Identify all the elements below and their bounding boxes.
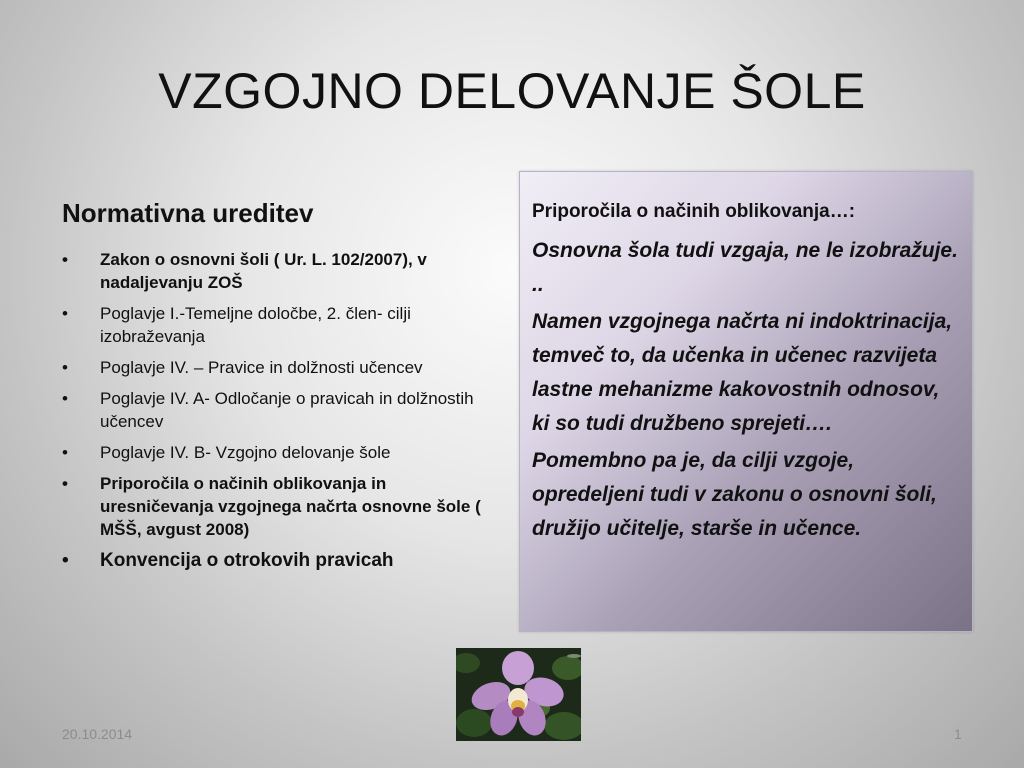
recommendation-box [519,171,973,632]
bullet-item [62,387,502,433]
bullet-text: Poglavje I.-Temeljne določbe, 2. člen- cilji izobraževanja [100,304,411,346]
bullet-text: Poglavje IV. – Pravice in dolžnosti učencev [100,358,423,377]
slide-number: 1 [954,726,962,742]
box-paragraph: Namen vzgojnega načrta ni indoktrinacija, temveč to, da učenka in učenec razvijeta lastne mehanizme kakovostnih odnosov, ki so tudi družbeno sprejeti…. [532,310,953,435]
bullet-text: Poglavje IV. B- Vzgojno delovanje šole [100,443,391,462]
bullet-item [62,472,502,541]
bullet-dot: • [62,304,68,323]
bullet-list [62,248,502,580]
bullet-item [62,549,502,572]
bullet-text: Zakon o osnovni šoli ( Ur. L. 102/2007), v nadaljevanju ZOŠ [100,250,427,292]
bullet-dot: • [62,358,68,377]
bullet-item [62,302,502,348]
bullet-item [62,441,502,464]
bullet-text: Konvencija o otrokovih pravicah [100,550,394,571]
bullet-dot: • [62,389,68,408]
orchid-photo [456,648,581,741]
slide-title: VZGOJNO DELOVANJE ŠOLE [158,63,866,119]
box-paragraph: Osnovna šola tudi vzgaja, ne le izobražuje. .. [532,239,958,296]
bullet-dot: • [62,474,68,493]
bullet-dot: • [62,250,68,269]
bullet-item [62,248,502,294]
bullet-dot: • [62,443,68,462]
footer-date: 20.10.2014 [62,726,133,742]
left-heading: Normativna ureditev [62,198,314,228]
bullet-text: Priporočila o načinih oblikovanja in uresničevanja vzgojnega načrta osnovne šole ( MŠŠ, avgust 2008) [100,474,481,539]
orchid-icon [456,648,581,741]
box-paragraph: Pomembno pa je, da cilji vzgoje, opredeljeni tudi v zakonu o osnovni šoli, družijo učitelje, starše in učence. [532,449,937,540]
bullet-item [62,356,502,379]
bullet-text: Poglavje IV. A- Odločanje o pravicah in dolžnostih učencev [100,389,474,431]
box-heading: Priporočila o načinih oblikovanja…: [532,201,856,222]
bullet-dot: • [62,550,69,571]
